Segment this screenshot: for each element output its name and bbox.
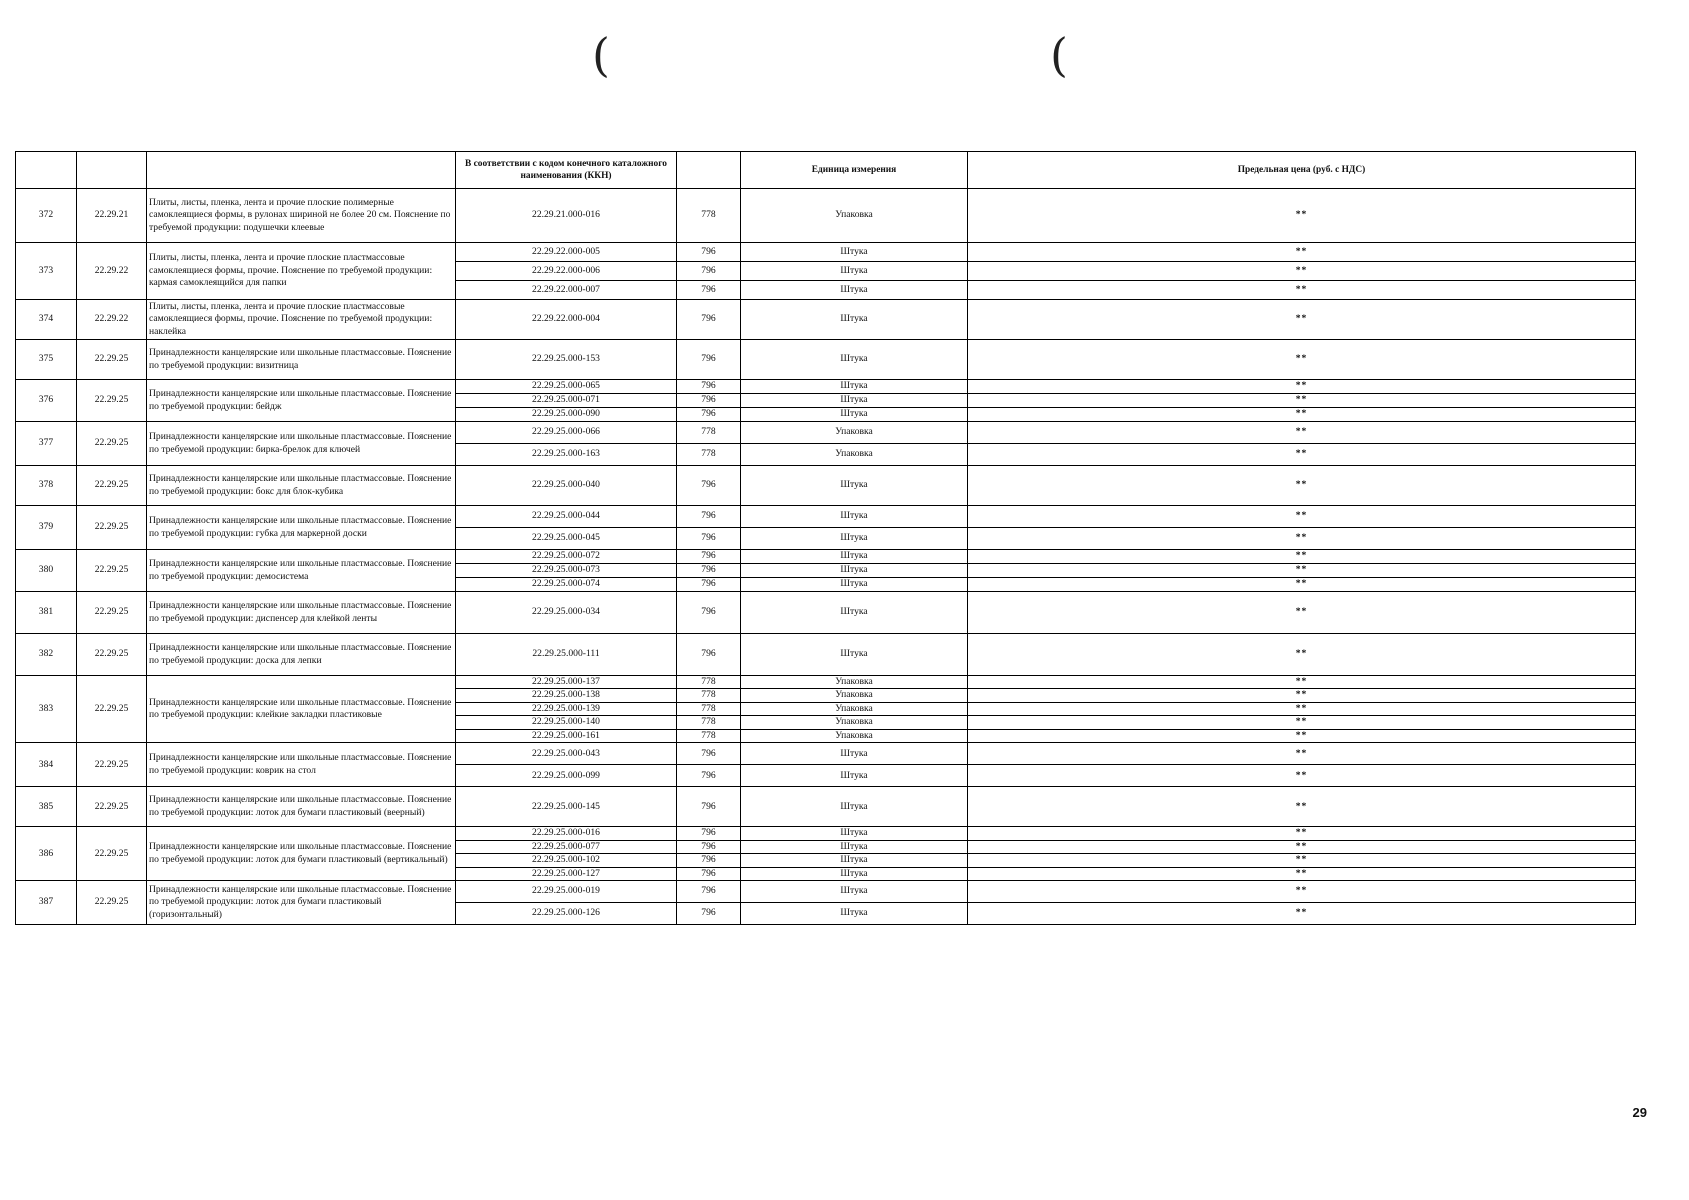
table-row [16,189,1636,243]
max-price: ** [968,243,1636,262]
table-row [16,300,1636,340]
product-description: Принадлежности канцелярские или школьные пластмассовые. Пояснение по требуемой продукции: губка для маркерной доски [147,506,456,550]
row-number: 380 [16,550,77,592]
product-description: Принадлежности канцелярские или школьные пластмассовые. Пояснение по требуемой продукции: лоток для бумаги пластиковый (веерный) [147,787,456,827]
max-price: ** [968,444,1636,466]
unit-name: Штука [741,281,968,300]
max-price: ** [968,903,1636,925]
row-number: 376 [16,380,77,422]
unit-name: Штука [741,840,968,853]
unit-name: Штука [741,300,968,340]
okpd-code: 22.29.22 [77,300,147,340]
kkn-code: 22.29.25.000-077 [456,840,677,853]
okpd-code: 22.29.25 [77,676,147,743]
okpd-code: 22.29.25 [77,634,147,676]
unit-name: Штука [741,578,968,592]
okei-code: 796 [677,300,741,340]
okpd-code: 22.29.25 [77,380,147,422]
unit-name: Штука [741,634,968,676]
row-number: 381 [16,592,77,634]
kkn-code: 22.29.22.000-007 [456,281,677,300]
unit-name: Штука [741,903,968,925]
kkn-code: 22.29.25.000-071 [456,394,677,408]
kkn-code: 22.29.22.000-006 [456,262,677,281]
okpd-code: 22.29.25 [77,787,147,827]
kkn-code: 22.29.25.000-161 [456,729,677,742]
kkn-code: 22.29.25.000-099 [456,765,677,787]
table-row [16,634,1636,676]
product-description: Плиты, листы, пленка, лента и прочие плоские пластмассовые самоклеящиеся формы, прочие. Пояснение по требуемой продукции: наклейка [147,300,456,340]
unit-name: Штука [741,528,968,550]
row-number: 378 [16,466,77,506]
max-price: ** [968,380,1636,394]
header-price: Предельная цена (руб. с НДС) [968,152,1636,189]
okei-code: 796 [677,394,741,408]
unit-name: Штука [741,408,968,422]
okpd-code: 22.29.25 [77,550,147,592]
unit-name: Упаковка [741,189,968,243]
product-description: Принадлежности канцелярские или школьные пластмассовые. Пояснение по требуемой продукции: демосистема [147,550,456,592]
product-description: Принадлежности канцелярские или школьные пластмассовые. Пояснение по требуемой продукции: визитница [147,340,456,380]
kkn-code: 22.29.25.000-066 [456,422,677,444]
max-price: ** [968,729,1636,742]
max-price: ** [968,787,1636,827]
okei-code: 778 [677,689,741,702]
header-okpd [77,152,147,189]
kkn-code: 22.29.22.000-005 [456,243,677,262]
max-price: ** [968,592,1636,634]
okei-code: 778 [677,702,741,715]
okpd-code: 22.29.25 [77,827,147,881]
row-number: 382 [16,634,77,676]
okpd-code: 22.29.22 [77,243,147,300]
table-row [16,422,1636,444]
unit-name: Штука [741,506,968,528]
okei-code: 796 [677,408,741,422]
kkn-code: 22.29.25.000-140 [456,716,677,729]
unit-name: Штука [741,854,968,867]
header-unit: Единица измерения [741,152,968,189]
max-price: ** [968,466,1636,506]
table-body [16,189,1636,925]
table-row [16,243,1636,262]
unit-name: Штука [741,743,968,765]
row-number: 377 [16,422,77,466]
max-price: ** [968,743,1636,765]
okei-code: 796 [677,550,741,564]
unit-name: Упаковка [741,422,968,444]
row-number: 386 [16,827,77,881]
unit-name: Упаковка [741,444,968,466]
okpd-code: 22.29.25 [77,340,147,380]
table-row [16,466,1636,506]
kkn-code: 22.29.25.000-065 [456,380,677,394]
page-number: 29 [1632,1105,1647,1120]
unit-name: Штука [741,592,968,634]
kkn-code: 22.29.25.000-138 [456,689,677,702]
max-price: ** [968,702,1636,715]
table-row [16,881,1636,903]
kkn-code: 22.29.25.000-153 [456,340,677,380]
scan-mark-right: ( [1050,28,1068,82]
scan-mark-left: ( [592,28,610,82]
max-price: ** [968,827,1636,840]
okei-code: 778 [677,716,741,729]
max-price: ** [968,340,1636,380]
okei-code: 796 [677,506,741,528]
okei-code: 796 [677,787,741,827]
okei-code: 778 [677,189,741,243]
unit-name: Штука [741,765,968,787]
max-price: ** [968,528,1636,550]
unit-name: Штука [741,243,968,262]
kkn-code: 22.29.25.000-139 [456,702,677,715]
product-description: Принадлежности канцелярские или школьные пластмассовые. Пояснение по требуемой продукции: бокс для блок-кубика [147,466,456,506]
okei-code: 796 [677,243,741,262]
okei-code: 796 [677,867,741,880]
okpd-code: 22.29.25 [77,466,147,506]
row-number: 387 [16,881,77,925]
kkn-code: 22.29.25.000-145 [456,787,677,827]
max-price: ** [968,881,1636,903]
header-name [147,152,456,189]
kkn-code: 22.29.25.000-073 [456,564,677,578]
unit-name: Штука [741,564,968,578]
kkn-code: 22.29.25.000-044 [456,506,677,528]
row-number: 379 [16,506,77,550]
max-price: ** [968,867,1636,880]
okpd-code: 22.29.25 [77,881,147,925]
max-price: ** [968,854,1636,867]
product-description: Принадлежности канцелярские или школьные пластмассовые. Пояснение по требуемой продукции: лоток для бумаги пластиковый (вертикальный) [147,827,456,881]
okpd-code: 22.29.25 [77,506,147,550]
row-number: 385 [16,787,77,827]
unit-name: Упаковка [741,729,968,742]
max-price: ** [968,689,1636,702]
okei-code: 796 [677,578,741,592]
max-price: ** [968,550,1636,564]
okpd-code: 22.29.25 [77,422,147,466]
max-price: ** [968,300,1636,340]
product-description: Плиты, листы, пленка, лента и прочие плоские пластмассовые самоклеящиеся формы, прочие. Пояснение по требуемой продукции: кармая самоклеящийся для папки [147,243,456,300]
table-row [16,550,1636,564]
max-price: ** [968,189,1636,243]
okei-code: 796 [677,592,741,634]
okei-code: 778 [677,676,741,689]
okei-code: 796 [677,528,741,550]
row-number: 384 [16,743,77,787]
product-description: Плиты, листы, пленка, лента и прочие плоские полимерные самоклеящиеся формы, в рулонах шириной не более 20 см. Пояснение по требуемой продукции: подушечки клеевые [147,189,456,243]
product-description: Принадлежности канцелярские или школьные пластмассовые. Пояснение по требуемой продукции: бейдж [147,380,456,422]
row-number: 374 [16,300,77,340]
kkn-code: 22.29.25.000-163 [456,444,677,466]
unit-name: Штука [741,550,968,564]
max-price: ** [968,506,1636,528]
unit-name: Штука [741,787,968,827]
kkn-code: 22.29.25.000-016 [456,827,677,840]
unit-name: Штука [741,827,968,840]
okpd-code: 22.29.25 [77,592,147,634]
okei-code: 796 [677,466,741,506]
okei-code: 778 [677,444,741,466]
max-price: ** [968,676,1636,689]
table-row [16,506,1636,528]
unit-name: Упаковка [741,702,968,715]
okei-code: 796 [677,840,741,853]
kkn-code: 22.29.25.000-034 [456,592,677,634]
price-table-container [15,151,1635,925]
max-price: ** [968,422,1636,444]
unit-name: Штука [741,466,968,506]
max-price: ** [968,840,1636,853]
kkn-code: 22.29.25.000-111 [456,634,677,676]
okei-code: 796 [677,380,741,394]
kkn-code: 22.29.22.000-004 [456,300,677,340]
okei-code: 796 [677,854,741,867]
product-description: Принадлежности канцелярские или школьные пластмассовые. Пояснение по требуемой продукции: диспенсер для клейкой ленты [147,592,456,634]
unit-name: Штука [741,881,968,903]
table-row [16,340,1636,380]
unit-name: Штука [741,340,968,380]
table-row [16,380,1636,394]
okei-code: 778 [677,422,741,444]
kkn-code: 22.29.25.000-126 [456,903,677,925]
kkn-code: 22.29.25.000-102 [456,854,677,867]
max-price: ** [968,765,1636,787]
okei-code: 796 [677,827,741,840]
unit-name: Упаковка [741,716,968,729]
max-price: ** [968,716,1636,729]
unit-name: Упаковка [741,689,968,702]
max-price: ** [968,408,1636,422]
table-row [16,827,1636,840]
okei-code: 796 [677,340,741,380]
table-row [16,592,1636,634]
kkn-code: 22.29.25.000-137 [456,676,677,689]
okei-code: 796 [677,564,741,578]
unit-name: Штука [741,394,968,408]
row-number: 375 [16,340,77,380]
max-price: ** [968,262,1636,281]
max-price: ** [968,634,1636,676]
okei-code: 796 [677,743,741,765]
kkn-code: 22.29.21.000-016 [456,189,677,243]
unit-name: Штука [741,867,968,880]
okei-code: 796 [677,281,741,300]
max-price: ** [968,281,1636,300]
kkn-code: 22.29.25.000-127 [456,867,677,880]
kkn-code: 22.29.25.000-090 [456,408,677,422]
kkn-code: 22.29.25.000-040 [456,466,677,506]
table-row [16,743,1636,765]
max-price: ** [968,394,1636,408]
kkn-code: 22.29.25.000-043 [456,743,677,765]
okei-code: 778 [677,729,741,742]
product-description: Принадлежности канцелярские или школьные пластмассовые. Пояснение по требуемой продукции: коврик на стол [147,743,456,787]
row-number: 383 [16,676,77,743]
product-description: Принадлежности канцелярские или школьные пластмассовые. Пояснение по требуемой продукции: клейкие закладки пластиковые [147,676,456,743]
unit-name: Штука [741,262,968,281]
header-kkn: В соответствии с кодом конечного каталожного наименования (ККН) [456,152,677,189]
row-number: 373 [16,243,77,300]
max-price: ** [968,564,1636,578]
okei-code: 796 [677,262,741,281]
max-price: ** [968,578,1636,592]
okei-code: 796 [677,765,741,787]
okpd-code: 22.29.21 [77,189,147,243]
header-num [16,152,77,189]
unit-name: Штука [741,380,968,394]
kkn-code: 22.29.25.000-019 [456,881,677,903]
header-okei [677,152,741,189]
kkn-code: 22.29.25.000-045 [456,528,677,550]
okei-code: 796 [677,903,741,925]
table-row [16,787,1636,827]
price-table [15,151,1636,925]
kkn-code: 22.29.25.000-074 [456,578,677,592]
table-row [16,676,1636,689]
okei-code: 796 [677,881,741,903]
product-description: Принадлежности канцелярские или школьные пластмассовые. Пояснение по требуемой продукции: лоток для бумаги пластиковый (горизонтальный) [147,881,456,925]
unit-name: Упаковка [741,676,968,689]
okei-code: 796 [677,634,741,676]
product-description: Принадлежности канцелярские или школьные пластмассовые. Пояснение по требуемой продукции: бирка-брелок для ключей [147,422,456,466]
row-number: 372 [16,189,77,243]
kkn-code: 22.29.25.000-072 [456,550,677,564]
header-row [16,152,1636,189]
product-description: Принадлежности канцелярские или школьные пластмассовые. Пояснение по требуемой продукции: доска для лепки [147,634,456,676]
okpd-code: 22.29.25 [77,743,147,787]
